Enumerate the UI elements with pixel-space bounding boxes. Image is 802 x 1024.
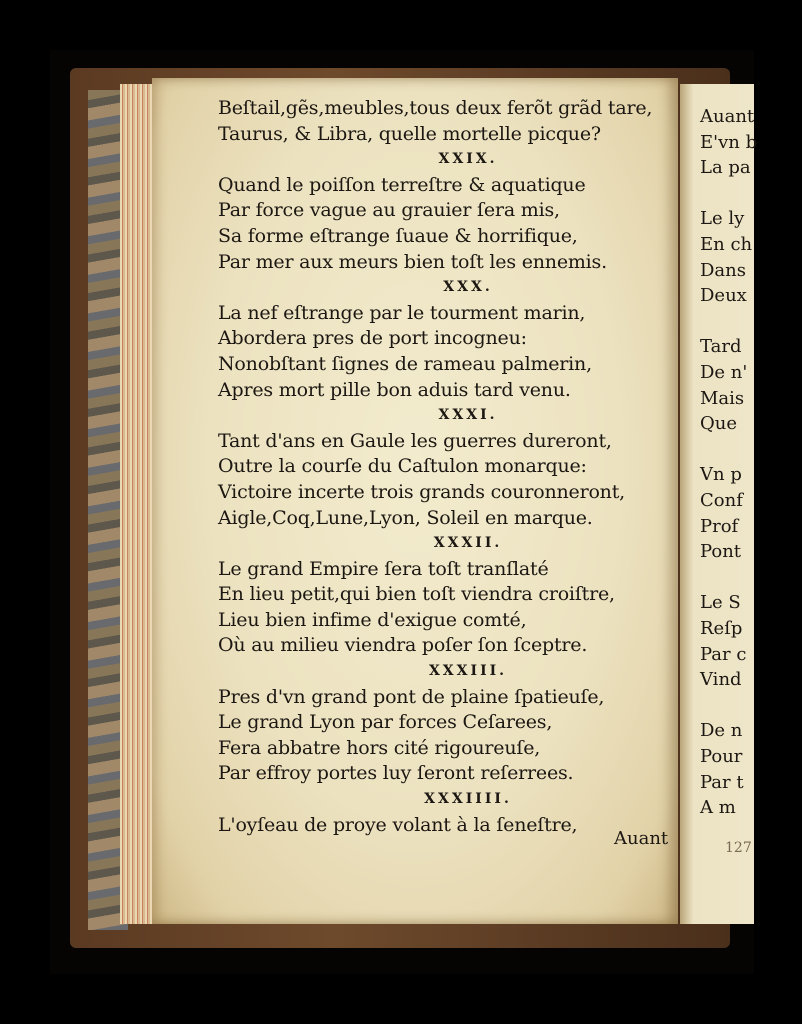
verse-line: Taurus, & Libra, quelle mortelle picque?	[218, 122, 601, 145]
verse-line: Victoire incerte trois grands couronneront,	[218, 480, 625, 503]
right-page-line: Deux	[700, 285, 747, 307]
quatrain-number: XXXIII.	[428, 663, 508, 680]
right-page-line: Vn p	[700, 464, 742, 486]
verse-line: Abordera pres de port incogneu:	[218, 327, 527, 350]
verse-line: En lieu petit,qui bien toſt viendra croiſtre,	[218, 583, 615, 606]
quatrain-number: XXIX.	[438, 151, 498, 168]
verse-line: Outre la courſe du Caſtulon monarque:	[218, 455, 587, 478]
quatrain-number: XXXII.	[433, 535, 503, 552]
right-page-line: Reſp	[700, 618, 743, 639]
right-page-line: Pont	[700, 541, 742, 563]
right-page-line: En ch	[700, 234, 753, 255]
quatrain-number: XXXIIII.	[424, 791, 512, 808]
quatrain-number: XXXI.	[438, 407, 498, 424]
right-page-line: Par c	[700, 643, 747, 665]
right-page-line: Le S	[700, 592, 741, 614]
verse-text-block	[218, 96, 678, 838]
right-page-line: Que	[700, 413, 738, 435]
right-page-line: Mais	[700, 387, 745, 409]
right-page-line: Tard	[700, 336, 742, 358]
verse-line: Le grand Empire ſera toſt tranſlaté	[218, 557, 549, 580]
right-page-line: Le ly	[700, 208, 745, 230]
right-page-line: De n	[700, 720, 743, 742]
verse-line: Nonobſtant ſignes de rameau palmerin,	[218, 352, 592, 375]
verse-line: Par effroy portes luy ſeront reſerrees.	[218, 762, 574, 785]
verse-line: Par mer aux meurs bien toſt les ennemis.	[218, 250, 607, 273]
right-page-line: A m	[700, 797, 736, 819]
verse-line: Par force vague au grauier ſera mis,	[218, 199, 560, 222]
right-page-line: E'vn b	[700, 131, 758, 153]
right-page-line: De n'	[700, 362, 748, 383]
right-page-line: Auant	[700, 106, 755, 127]
right-page-line: Vind	[700, 669, 742, 691]
verse-line: Aigle,Coq,Lune,Lyon, Soleil en marque.	[218, 506, 593, 529]
verse-line: Le grand Lyon par forces Ceſarees,	[218, 711, 553, 734]
verse-line: Quand le poiſſon terreſtre & aquatique	[218, 173, 586, 196]
right-page-line: Pour	[700, 746, 743, 767]
verse-line: Sa forme eſtrange ſuaue & horrifique,	[218, 224, 578, 247]
verse-line: Pres d'vn grand pont de plaine ſpatieuſe,	[218, 685, 605, 708]
quatrain-number: XXX.	[443, 279, 493, 296]
verse-line: Où au milieu viendra poſer ſon ſceptre.	[218, 634, 588, 657]
catchword: Auant	[614, 828, 669, 849]
right-page-line: Conf	[700, 490, 743, 511]
verse-line: Beſtail,gẽs,meubles,tous deux ferõt grãd tare,	[218, 97, 653, 119]
verse-line: La nef eſtrange par le tourment marin,	[218, 301, 586, 324]
verse-line: Apres mort pille bon aduis tard venu.	[218, 378, 571, 401]
verse-line: Fera abbatre hors cité rigoureuſe,	[218, 736, 541, 759]
folio-number: 127	[725, 840, 752, 856]
right-page-line: Par t	[700, 771, 744, 793]
right-page-line: La pa	[700, 157, 751, 179]
right-page-line: Prof	[700, 515, 739, 537]
verse-line: Tant d'ans en Gaule les guerres dureront,	[218, 429, 612, 452]
verse-line: Lieu bien infime d'exigue comté,	[218, 608, 527, 631]
verse-line: L'oyſeau de proye volant à la ſeneſtre,	[218, 813, 578, 836]
right-page-line: Dans	[700, 259, 746, 281]
